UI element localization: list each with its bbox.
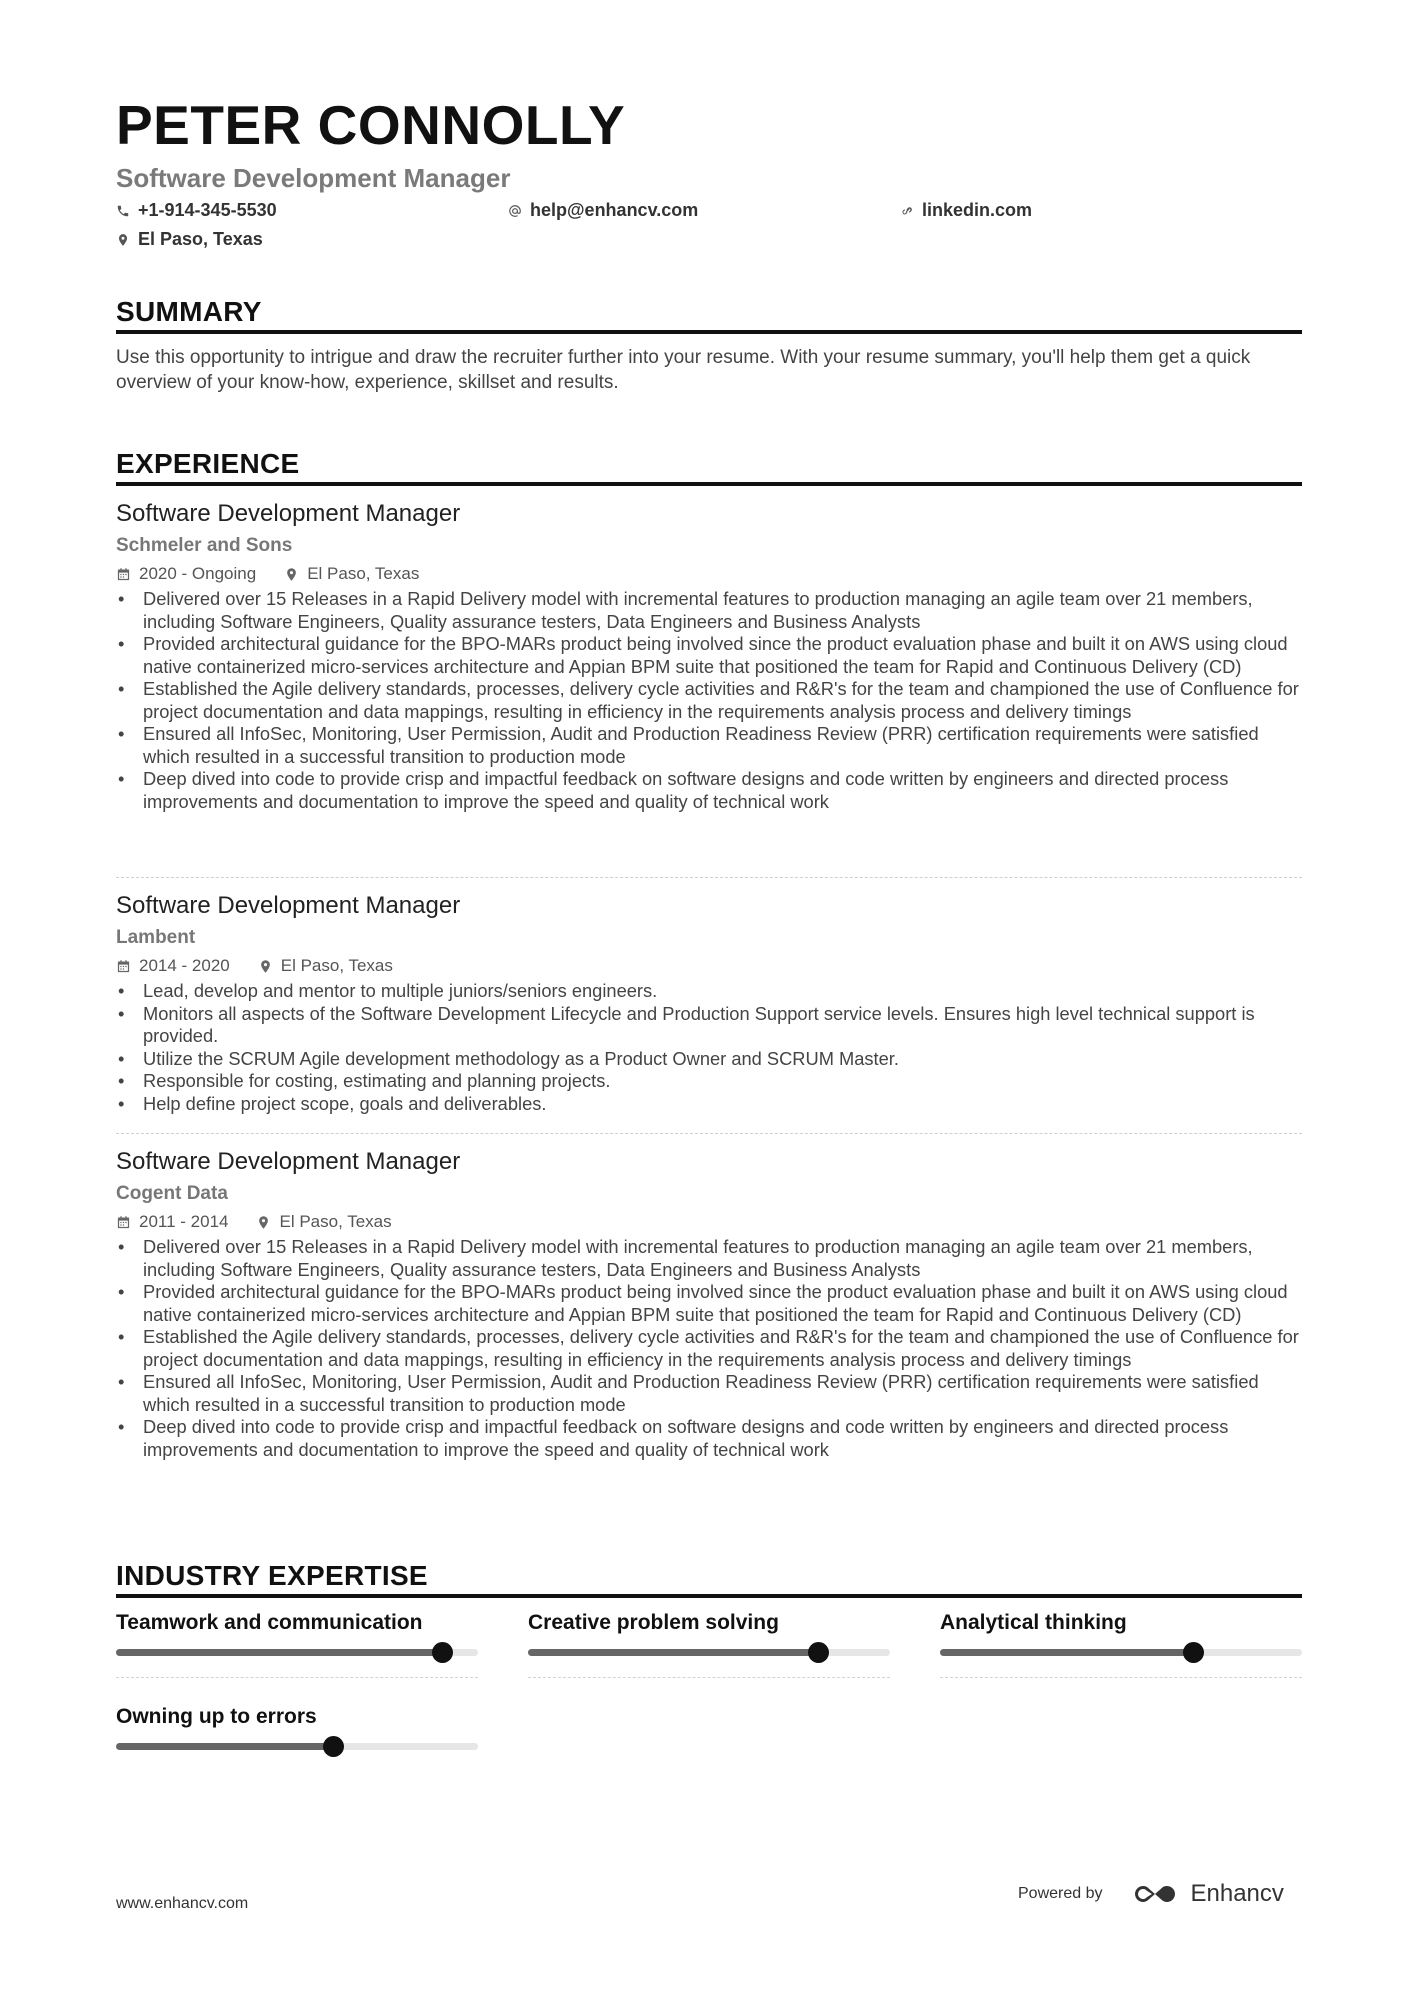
brand-name: Enhancv	[1190, 1880, 1284, 1907]
skill-level-knob	[808, 1642, 829, 1663]
skill-name: Teamwork and communication	[116, 1611, 423, 1634]
skill-divider	[940, 1677, 1302, 1678]
job-meta	[116, 563, 1302, 585]
job-bullets	[116, 588, 1302, 813]
location-pin-icon	[256, 1215, 271, 1230]
summary-heading: SUMMARY	[116, 296, 262, 327]
email-text: help@enhancv.com	[530, 200, 699, 220]
footer-website[interactable]: www.enhancv.com	[116, 1895, 249, 1912]
contact-location	[116, 229, 263, 250]
skill-item	[116, 1610, 478, 1678]
powered-by-label: Powered by	[1018, 1885, 1103, 1902]
expertise-heading: INDUSTRY EXPERTISE	[116, 1560, 428, 1591]
contact-link[interactable]	[900, 200, 1032, 221]
location-pin-icon	[284, 567, 299, 582]
skill-level-bar	[528, 1649, 890, 1656]
location-pin-icon	[258, 959, 273, 974]
skill-item	[116, 1704, 478, 1750]
skill-level-fill	[116, 1743, 333, 1750]
skill-level-bar	[940, 1649, 1302, 1656]
entry-divider	[116, 877, 1302, 878]
skill-item	[528, 1610, 890, 1678]
job-title: Software Development Manager	[116, 1148, 461, 1175]
contact-email[interactable]	[508, 200, 698, 221]
skill-level-knob	[1183, 1642, 1204, 1663]
calendar-icon	[116, 1215, 131, 1230]
list-item: • Deep dived into code to provide crisp and impactful feedback on software designs and code written by engineers and directed process improvements and documentation to improve the speed and quality of technical work	[116, 1416, 1302, 1461]
list-item: • Ensured all InfoSec, Monitoring, User Permission, Audit and Production Readiness Review (PRR) certification requirements were satisfied which resulted in a successful transition to production mode	[116, 723, 1302, 768]
summary-text: Use this opportunity to intrigue and draw the recruiter further into your resume. With your resume summary, you'll help them get a quick overview of your know-how, experience, skillset and results.	[116, 347, 1251, 393]
job-location: El Paso, Texas	[258, 955, 393, 977]
skill-name: Owning up to errors	[116, 1705, 317, 1728]
job-bullets	[116, 1236, 1302, 1461]
list-item: • Help define project scope, goals and deliverables.	[116, 1093, 1302, 1116]
skill-level-knob	[432, 1642, 453, 1663]
list-item: • Responsible for costing, estimating and planning projects.	[116, 1070, 1302, 1093]
skill-name: Analytical thinking	[940, 1611, 1127, 1634]
brand-logo[interactable]	[1131, 1880, 1284, 1908]
skill-item	[940, 1610, 1302, 1678]
entry-divider	[116, 1133, 1302, 1134]
list-item: • Delivered over 15 Releases in a Rapid Delivery model with incremental features to production managing an agile team over 21 members, including Software Engineers, Quality assurance testers, Data Engineers and Business Analysts	[116, 1236, 1302, 1281]
enhancv-logo-icon	[1131, 1882, 1179, 1906]
skill-divider	[116, 1677, 478, 1678]
location-text: El Paso, Texas	[138, 229, 263, 249]
skill-name: Creative problem solving	[528, 1611, 779, 1634]
list-item: • Ensured all InfoSec, Monitoring, User Permission, Audit and Production Readiness Review (PRR) certification requirements were satisfied which resulted in a successful transition to production mode	[116, 1371, 1302, 1416]
list-item: • Provided architectural guidance for the BPO-MARs product being involved since the product evaluation phase and built it on AWS using cloud native containerized micro-services architecture and Appian BPM suite that positioned the team for Rapid and Continuous Delivery (CD)	[116, 633, 1302, 678]
list-item: • Monitors all aspects of the Software Development Lifecycle and Production Support service levels. Ensures high level technical support is provided.	[116, 1003, 1302, 1048]
job-meta	[116, 1211, 1302, 1233]
skill-level-fill	[116, 1649, 442, 1656]
job-title: Software Development Manager	[116, 892, 461, 919]
job-bullets	[116, 980, 1302, 1115]
experience-heading: EXPERIENCE	[116, 448, 300, 479]
list-item: • Established the Agile delivery standards, processes, delivery cycle activities and R&R's for the team and championed the use of Confluence for project documentation and data mappings, resulting in efficiency in the requirements analysis process and delivery timings	[116, 1326, 1302, 1371]
phone-text: +1-914-345-5530	[138, 200, 277, 220]
contact-phone[interactable]	[116, 200, 277, 221]
candidate-title: Software Development Manager	[116, 163, 511, 193]
footer-branding[interactable]	[1018, 1880, 1284, 1908]
experience-entry	[116, 891, 1302, 1115]
experience-divider	[116, 482, 1302, 486]
job-dates: 2011 - 2014	[116, 1211, 228, 1233]
job-dates: 2020 - Ongoing	[116, 563, 256, 585]
list-item: • Provided architectural guidance for the BPO-MARs product being involved since the product evaluation phase and built it on AWS using cloud native containerized micro-services architecture and Appian BPM suite that positioned the team for Rapid and Continuous Delivery (CD)	[116, 1281, 1302, 1326]
location-pin-icon	[116, 233, 130, 247]
phone-icon	[116, 204, 130, 218]
job-location: El Paso, Texas	[256, 1211, 391, 1233]
candidate-name: PETER CONNOLLY	[116, 94, 626, 156]
link-icon	[900, 204, 914, 218]
at-icon	[508, 204, 522, 218]
skill-level-bar	[116, 1649, 478, 1656]
list-item: • Utilize the SCRUM Agile development methodology as a Product Owner and SCRUM Master.	[116, 1048, 1302, 1071]
company-name: Cogent Data	[116, 1183, 228, 1204]
skill-level-fill	[528, 1649, 818, 1656]
calendar-icon	[116, 567, 131, 582]
link-text: linkedin.com	[922, 200, 1033, 220]
list-item: • Deep dived into code to provide crisp and impactful feedback on software designs and code written by engineers and directed process improvements and documentation to improve the speed and quality of technical work	[116, 768, 1302, 813]
skill-divider	[528, 1677, 890, 1678]
job-title: Software Development Manager	[116, 500, 461, 527]
company-name: Schmeler and Sons	[116, 535, 293, 556]
company-name: Lambent	[116, 927, 196, 948]
summary-divider	[116, 330, 1302, 334]
skill-level-fill	[940, 1649, 1193, 1656]
experience-entry	[116, 499, 1302, 813]
job-meta	[116, 955, 1302, 977]
job-location: El Paso, Texas	[284, 563, 419, 585]
skill-level-bar	[116, 1743, 478, 1750]
experience-entry	[116, 1147, 1302, 1461]
list-item: • Established the Agile delivery standards, processes, delivery cycle activities and R&R's for the team and championed the use of Confluence for project documentation and data mappings, resulting in efficiency in the requirements analysis process and delivery timings	[116, 678, 1302, 723]
calendar-icon	[116, 959, 131, 974]
list-item: • Lead, develop and mentor to multiple juniors/seniors engineers.	[116, 980, 1302, 1003]
skill-level-knob	[323, 1736, 344, 1757]
list-item: • Delivered over 15 Releases in a Rapid Delivery model with incremental features to production managing an agile team over 21 members, including Software Engineers, Quality assurance testers, Data Engineers and Business Analysts	[116, 588, 1302, 633]
job-dates: 2014 - 2020	[116, 955, 230, 977]
expertise-divider	[116, 1594, 1302, 1598]
